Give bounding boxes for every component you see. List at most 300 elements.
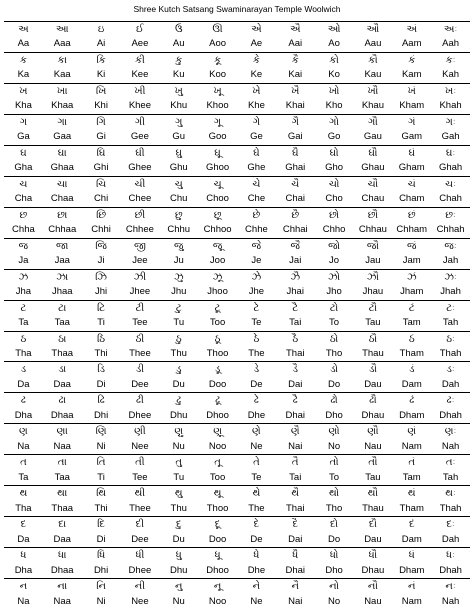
script-syllable: ઝે bbox=[251, 271, 262, 283]
script-syllable: ડઃ bbox=[446, 364, 455, 376]
latin-syllable: Ae bbox=[250, 38, 263, 50]
latin-syllable: Dham bbox=[399, 409, 425, 421]
syllable-row bbox=[4, 578, 470, 609]
script-syllable: ટો bbox=[329, 302, 339, 314]
latin-syllable: Du bbox=[172, 533, 185, 545]
latin-syllable: Jai bbox=[289, 255, 302, 267]
script-line bbox=[4, 270, 470, 285]
latin-syllable: Khaa bbox=[51, 100, 74, 112]
latin-syllable: Te bbox=[251, 317, 262, 329]
script-line bbox=[4, 455, 470, 470]
syllable-row bbox=[4, 485, 470, 516]
script-syllable: ઢં bbox=[409, 395, 415, 407]
script-syllable: ધિ bbox=[96, 550, 106, 562]
latin-syllable: Khee bbox=[128, 100, 151, 112]
script-syllable: ણી bbox=[134, 426, 146, 438]
syllable-row bbox=[4, 21, 470, 52]
script-syllable: ચૌ bbox=[367, 178, 379, 190]
script-syllable: ઠ bbox=[20, 333, 27, 345]
latin-syllable: Kai bbox=[288, 69, 303, 81]
latin-syllable: Noo bbox=[208, 595, 227, 607]
syllable-row bbox=[4, 423, 470, 454]
script-syllable: તી bbox=[135, 457, 145, 469]
script-syllable: ઢુ bbox=[176, 395, 182, 407]
latin-syllable: Dhau bbox=[361, 564, 385, 576]
latin-syllable: Gu bbox=[172, 131, 186, 143]
latin-syllable: Chhau bbox=[358, 224, 387, 236]
latin-syllable: Thee bbox=[129, 502, 151, 514]
script-syllable: ઘૈ bbox=[291, 147, 299, 159]
latin-syllable: Daa bbox=[53, 378, 71, 390]
latin-syllable: Daa bbox=[53, 533, 71, 545]
script-syllable: ધઃ bbox=[446, 550, 455, 562]
latin-syllable: Tai bbox=[289, 317, 302, 329]
script-syllable: દે bbox=[253, 519, 260, 531]
latin-syllable: Dhi bbox=[93, 409, 109, 421]
latin-syllable: Jaa bbox=[54, 255, 70, 267]
script-syllable: કે bbox=[252, 54, 260, 66]
script-syllable: કં bbox=[408, 54, 416, 66]
latin-syllable: Khah bbox=[439, 100, 462, 112]
script-syllable: ઢા bbox=[58, 395, 66, 407]
syllable-row bbox=[4, 52, 470, 83]
latin-syllable: Je bbox=[251, 255, 262, 267]
latin-syllable: Thau bbox=[362, 502, 384, 514]
latin-syllable: Doo bbox=[208, 533, 227, 545]
script-syllable: છૂ bbox=[213, 209, 222, 221]
page-title: Shree Kutch Satsang Swaminarayan Temple Woolwich bbox=[133, 4, 341, 14]
script-line bbox=[4, 301, 470, 316]
script-syllable: નુ bbox=[175, 581, 183, 593]
script-syllable: ઢૂ bbox=[215, 395, 221, 407]
latin-syllable: Ke bbox=[250, 69, 263, 81]
latin-syllable: Jhe bbox=[248, 286, 265, 298]
latin-syllable: Ka bbox=[17, 69, 30, 81]
script-syllable: જઃ bbox=[444, 240, 457, 252]
script-syllable: ડૂ bbox=[214, 364, 221, 376]
latin-syllable: Jhi bbox=[94, 286, 108, 298]
transliteration-line bbox=[4, 68, 470, 83]
script-syllable: જૂ bbox=[212, 240, 223, 252]
script-syllable: ઝી bbox=[133, 271, 147, 283]
latin-syllable: Na bbox=[17, 440, 30, 452]
latin-syllable: To bbox=[329, 317, 340, 329]
latin-syllable: Chhoo bbox=[203, 224, 232, 236]
script-syllable: ઠૈ bbox=[292, 333, 299, 345]
script-syllable: જા bbox=[56, 240, 69, 252]
script-syllable: જે bbox=[251, 240, 262, 252]
script-line bbox=[4, 424, 470, 439]
transliteration-line bbox=[4, 470, 470, 485]
script-syllable: ઝૈ bbox=[290, 271, 301, 283]
latin-syllable: Koo bbox=[209, 69, 227, 81]
script-syllable: ડૈ bbox=[292, 364, 298, 376]
latin-syllable: Gi bbox=[96, 131, 106, 143]
script-syllable: ગિ bbox=[96, 116, 106, 128]
script-syllable: ટઃ bbox=[446, 302, 455, 314]
script-syllable: થૂ bbox=[213, 488, 222, 500]
script-syllable: જૌ bbox=[366, 240, 379, 252]
transliteration-line bbox=[4, 316, 470, 331]
script-syllable: ખૌ bbox=[367, 85, 379, 97]
latin-syllable: Tham bbox=[399, 348, 424, 359]
syllable-row bbox=[4, 269, 470, 300]
latin-syllable: Cham bbox=[399, 193, 425, 205]
latin-syllable: Gaa bbox=[53, 131, 72, 143]
script-syllable: થઃ bbox=[445, 488, 456, 500]
script-syllable: ણુ bbox=[174, 426, 184, 438]
latin-syllable: Naa bbox=[53, 595, 71, 607]
script-syllable: ઢિ bbox=[97, 395, 105, 407]
script-syllable: થો bbox=[328, 488, 340, 500]
latin-syllable: Tu bbox=[173, 317, 185, 329]
latin-syllable: Ji bbox=[97, 255, 105, 267]
script-syllable: ને bbox=[252, 581, 261, 593]
script-syllable: ઝૂ bbox=[212, 271, 223, 283]
script-syllable: ઉ bbox=[174, 23, 183, 35]
script-syllable: ગો bbox=[329, 116, 339, 128]
script-syllable: ઝુ bbox=[173, 271, 184, 283]
script-syllable: ઘ bbox=[20, 147, 27, 159]
script-syllable: નઃ bbox=[445, 581, 456, 593]
script-syllable: છી bbox=[134, 209, 146, 221]
latin-syllable: Dhee bbox=[128, 564, 152, 576]
latin-syllable: Dam bbox=[401, 378, 422, 390]
latin-syllable: Noo bbox=[208, 440, 227, 452]
script-syllable: થુ bbox=[174, 488, 183, 500]
script-syllable: ઘં bbox=[408, 147, 415, 159]
latin-syllable: Tau bbox=[365, 317, 381, 329]
script-syllable: ઠો bbox=[329, 333, 339, 345]
latin-syllable: Chhe bbox=[245, 224, 268, 236]
latin-syllable: Chah bbox=[439, 193, 462, 205]
script-syllable: ટા bbox=[58, 302, 67, 314]
script-syllable: ચ bbox=[19, 178, 28, 190]
script-syllable: તૌ bbox=[368, 457, 378, 469]
latin-syllable: Aai bbox=[288, 38, 303, 50]
script-syllable: ઘઃ bbox=[445, 147, 456, 159]
script-syllable: ણ bbox=[19, 426, 28, 438]
script-syllable: ટં bbox=[408, 302, 415, 314]
script-syllable: તે bbox=[253, 457, 260, 469]
script-syllable: દૌ bbox=[368, 519, 377, 531]
script-line bbox=[4, 579, 470, 594]
latin-syllable: Ko bbox=[328, 69, 340, 81]
latin-syllable: Che bbox=[247, 193, 266, 205]
latin-syllable: Nau bbox=[364, 595, 382, 607]
script-syllable: ગ bbox=[19, 116, 28, 128]
script-syllable: દૈ bbox=[292, 519, 299, 531]
latin-syllable: Tho bbox=[325, 502, 343, 514]
latin-syllable: Ghau bbox=[361, 162, 385, 174]
script-syllable: ડં bbox=[408, 364, 415, 376]
latin-syllable: Dhee bbox=[128, 409, 152, 421]
script-syllable: ટિ bbox=[97, 302, 106, 314]
latin-syllable: Thoo bbox=[206, 502, 229, 514]
script-syllable: કા bbox=[57, 54, 67, 66]
script-syllable: ખં bbox=[407, 85, 416, 97]
script-syllable: ટી bbox=[135, 302, 145, 314]
latin-syllable: Thaa bbox=[51, 348, 74, 359]
script-syllable: ઠૂ bbox=[214, 333, 221, 345]
script-syllable: થી bbox=[134, 488, 146, 500]
script-syllable: ઘૂ bbox=[214, 147, 221, 159]
latin-syllable: No bbox=[327, 440, 341, 452]
latin-syllable: Chu bbox=[170, 193, 188, 205]
latin-syllable: Ghai bbox=[285, 162, 306, 174]
latin-syllable: Dhau bbox=[361, 409, 385, 421]
script-syllable: જં bbox=[407, 240, 417, 252]
latin-syllable: Chau bbox=[361, 193, 385, 205]
script-syllable: ખા bbox=[56, 85, 68, 97]
script-line bbox=[4, 53, 470, 68]
alphabet-grid bbox=[4, 21, 470, 609]
script-syllable: ધુ bbox=[175, 550, 182, 562]
latin-syllable: Gai bbox=[287, 131, 303, 143]
latin-syllable: Tee bbox=[132, 471, 148, 483]
latin-syllable: Au bbox=[172, 38, 185, 50]
script-syllable: ઘે bbox=[253, 147, 260, 159]
script-syllable: ઇ bbox=[97, 23, 105, 35]
script-syllable: ગઃ bbox=[445, 116, 456, 128]
latin-syllable: Dhaa bbox=[50, 409, 74, 421]
latin-syllable: Gau bbox=[363, 131, 382, 143]
script-syllable: ણો bbox=[328, 426, 340, 438]
latin-syllable: Chhai bbox=[282, 224, 308, 236]
script-syllable: ણૈ bbox=[290, 426, 300, 438]
latin-syllable: Ao bbox=[328, 38, 340, 50]
script-syllable: ણૂ bbox=[213, 426, 222, 438]
script-syllable: ડિ bbox=[97, 364, 105, 376]
latin-syllable: Tam bbox=[402, 317, 421, 329]
latin-syllable: Jhoo bbox=[207, 286, 228, 298]
latin-syllable: Thee bbox=[129, 348, 151, 359]
script-syllable: તૂ bbox=[214, 457, 221, 469]
script-line bbox=[4, 22, 470, 37]
latin-syllable: Dah bbox=[441, 378, 460, 390]
script-syllable: ણા bbox=[56, 426, 68, 438]
script-syllable: ખે bbox=[252, 85, 261, 97]
script-syllable: ણૌ bbox=[367, 426, 379, 438]
latin-syllable: Ge bbox=[250, 131, 263, 143]
script-syllable: ચો bbox=[328, 178, 340, 190]
latin-syllable: Dhai bbox=[285, 564, 306, 576]
latin-syllable: No bbox=[327, 595, 341, 607]
transliteration-line bbox=[4, 130, 470, 145]
script-syllable: થૌ bbox=[367, 488, 379, 500]
latin-syllable: Ki bbox=[96, 69, 106, 81]
script-syllable: ધૂ bbox=[214, 550, 221, 562]
latin-syllable: Tah bbox=[442, 317, 459, 329]
script-line bbox=[4, 393, 470, 408]
latin-syllable: Kah bbox=[442, 69, 460, 81]
transliteration-line bbox=[4, 532, 470, 547]
script-syllable: ઠી bbox=[135, 333, 145, 345]
latin-syllable: Gee bbox=[130, 131, 149, 143]
latin-syllable: To bbox=[329, 471, 340, 483]
syllable-row bbox=[4, 547, 470, 578]
latin-syllable: Dha bbox=[14, 409, 33, 421]
script-syllable: ધો bbox=[329, 550, 339, 562]
script-line bbox=[4, 115, 470, 130]
script-syllable: ચૈ bbox=[291, 178, 300, 190]
script-syllable: છં bbox=[407, 209, 416, 221]
latin-syllable: Jhaa bbox=[51, 286, 73, 298]
transliteration-line bbox=[4, 408, 470, 423]
latin-syllable: Khau bbox=[361, 100, 384, 112]
script-syllable: ઠુ bbox=[175, 333, 182, 345]
script-syllable: ઝ bbox=[18, 271, 29, 283]
script-syllable: ઝઃ bbox=[444, 271, 457, 283]
latin-syllable: Dhi bbox=[93, 564, 109, 576]
latin-syllable: Kau bbox=[364, 69, 382, 81]
latin-syllable: Aa bbox=[17, 38, 30, 50]
syllable-row bbox=[4, 83, 470, 114]
script-syllable: ઘી bbox=[135, 147, 145, 159]
latin-syllable: Chhee bbox=[125, 224, 154, 236]
script-syllable: કો bbox=[329, 54, 339, 66]
latin-syllable: Cha bbox=[14, 193, 33, 205]
latin-syllable: Thi bbox=[94, 502, 108, 514]
latin-syllable: Nee bbox=[131, 595, 149, 607]
script-syllable: ડો bbox=[330, 364, 339, 376]
script-syllable: તા bbox=[57, 457, 67, 469]
script-syllable: દી bbox=[135, 519, 145, 531]
script-syllable: ન bbox=[19, 581, 28, 593]
script-syllable: જો bbox=[328, 240, 341, 252]
script-syllable: ખૈ bbox=[291, 85, 300, 97]
syllable-row bbox=[4, 145, 470, 176]
script-syllable: ડ bbox=[20, 364, 27, 376]
script-syllable: તો bbox=[329, 457, 339, 469]
script-syllable: ચઃ bbox=[445, 178, 456, 190]
script-syllable: કૌ bbox=[368, 54, 378, 66]
latin-syllable: Nai bbox=[288, 595, 303, 607]
latin-syllable: Nu bbox=[172, 595, 185, 607]
latin-syllable: Ghu bbox=[169, 162, 188, 174]
script-syllable: નૈ bbox=[291, 581, 299, 593]
latin-syllable: Dho bbox=[325, 564, 343, 576]
latin-syllable: Dhai bbox=[285, 409, 306, 421]
transliteration-line bbox=[4, 161, 470, 176]
script-syllable: ધૌ bbox=[368, 550, 378, 562]
script-syllable: દૂ bbox=[214, 519, 221, 531]
script-syllable: ચી bbox=[134, 178, 146, 190]
transliteration-line bbox=[4, 254, 470, 269]
script-syllable: ટૈ bbox=[292, 302, 299, 314]
script-syllable: કૈ bbox=[291, 54, 299, 66]
latin-syllable: Ku bbox=[172, 69, 185, 81]
latin-syllable: Ghoo bbox=[205, 162, 230, 174]
latin-syllable: Thai bbox=[286, 502, 305, 514]
latin-syllable: Khi bbox=[94, 100, 108, 112]
script-syllable: દિ bbox=[97, 519, 105, 531]
latin-syllable: Nah bbox=[441, 595, 460, 607]
latin-syllable: Na bbox=[17, 595, 30, 607]
latin-syllable: Nai bbox=[288, 440, 303, 452]
transliteration-line bbox=[4, 347, 470, 362]
script-syllable: ણિ bbox=[95, 426, 107, 438]
latin-syllable: Tham bbox=[399, 502, 424, 514]
script-syllable: ધા bbox=[58, 550, 67, 562]
latin-syllable: De bbox=[250, 378, 263, 390]
script-syllable: દા bbox=[58, 519, 67, 531]
script-syllable: તિ bbox=[96, 457, 106, 469]
script-syllable: ગં bbox=[408, 116, 416, 128]
script-syllable: ગા bbox=[57, 116, 68, 128]
script-syllable: ઘો bbox=[329, 147, 339, 159]
latin-syllable: Dha bbox=[14, 564, 33, 576]
script-syllable: થા bbox=[57, 488, 68, 500]
script-syllable: કી bbox=[134, 54, 145, 66]
latin-syllable: De bbox=[250, 533, 263, 545]
script-syllable: ખઃ bbox=[445, 85, 457, 97]
script-syllable: ધૈ bbox=[292, 550, 299, 562]
script-syllable: ઢૌ bbox=[369, 395, 377, 407]
latin-syllable: Kham bbox=[399, 100, 425, 112]
latin-syllable: Khai bbox=[285, 100, 305, 112]
latin-syllable: Dhah bbox=[439, 564, 462, 576]
transliteration-line bbox=[4, 377, 470, 392]
latin-syllable: Chhi bbox=[91, 224, 111, 236]
syllable-row bbox=[4, 454, 470, 485]
latin-syllable: Dhoo bbox=[206, 564, 229, 576]
script-syllable: દો bbox=[330, 519, 339, 531]
latin-syllable: Thau bbox=[362, 348, 384, 359]
latin-syllable: Khu bbox=[170, 100, 188, 112]
script-syllable: તુ bbox=[175, 457, 183, 469]
transliteration-line bbox=[4, 563, 470, 578]
script-syllable: ટે bbox=[253, 302, 260, 314]
latin-syllable: Thi bbox=[94, 348, 108, 359]
script-syllable: ઘૌ bbox=[368, 147, 378, 159]
script-syllable: ટુ bbox=[175, 302, 182, 314]
latin-syllable: Dhaa bbox=[50, 564, 74, 576]
latin-syllable: Cho bbox=[325, 193, 343, 205]
script-syllable: ગે bbox=[252, 116, 261, 128]
latin-syllable: Naa bbox=[53, 440, 71, 452]
script-syllable: દઃ bbox=[446, 519, 455, 531]
latin-syllable: Nee bbox=[131, 440, 149, 452]
script-syllable: ઓ bbox=[327, 23, 341, 35]
script-syllable: ઘુ bbox=[175, 147, 182, 159]
script-syllable: દુ bbox=[175, 519, 182, 531]
latin-syllable: Chee bbox=[128, 193, 152, 205]
latin-syllable: Gam bbox=[401, 131, 423, 143]
latin-syllable: Chho bbox=[322, 224, 346, 236]
latin-syllable: Ghaa bbox=[50, 162, 74, 174]
script-syllable: ખી bbox=[134, 85, 146, 97]
script-syllable: ણઃ bbox=[444, 426, 457, 438]
script-syllable: નૂ bbox=[213, 581, 222, 593]
syllable-row bbox=[4, 114, 470, 145]
script-syllable: ખો bbox=[328, 85, 340, 97]
script-syllable: ગુ bbox=[175, 116, 183, 128]
script-syllable: ઔ bbox=[366, 23, 380, 35]
latin-syllable: Da bbox=[17, 533, 30, 545]
latin-syllable: Ai bbox=[96, 38, 106, 50]
latin-syllable: Dham bbox=[399, 564, 425, 576]
latin-syllable: The bbox=[248, 502, 265, 514]
latin-syllable: Da bbox=[17, 378, 30, 390]
latin-syllable: Jhu bbox=[171, 286, 187, 298]
script-syllable: જી bbox=[133, 240, 146, 252]
latin-syllable: Aoo bbox=[209, 38, 227, 50]
script-syllable: ઢો bbox=[330, 395, 338, 407]
latin-syllable: Thaa bbox=[51, 502, 74, 514]
latin-syllable: Do bbox=[327, 378, 341, 390]
script-syllable: આ bbox=[55, 23, 69, 35]
